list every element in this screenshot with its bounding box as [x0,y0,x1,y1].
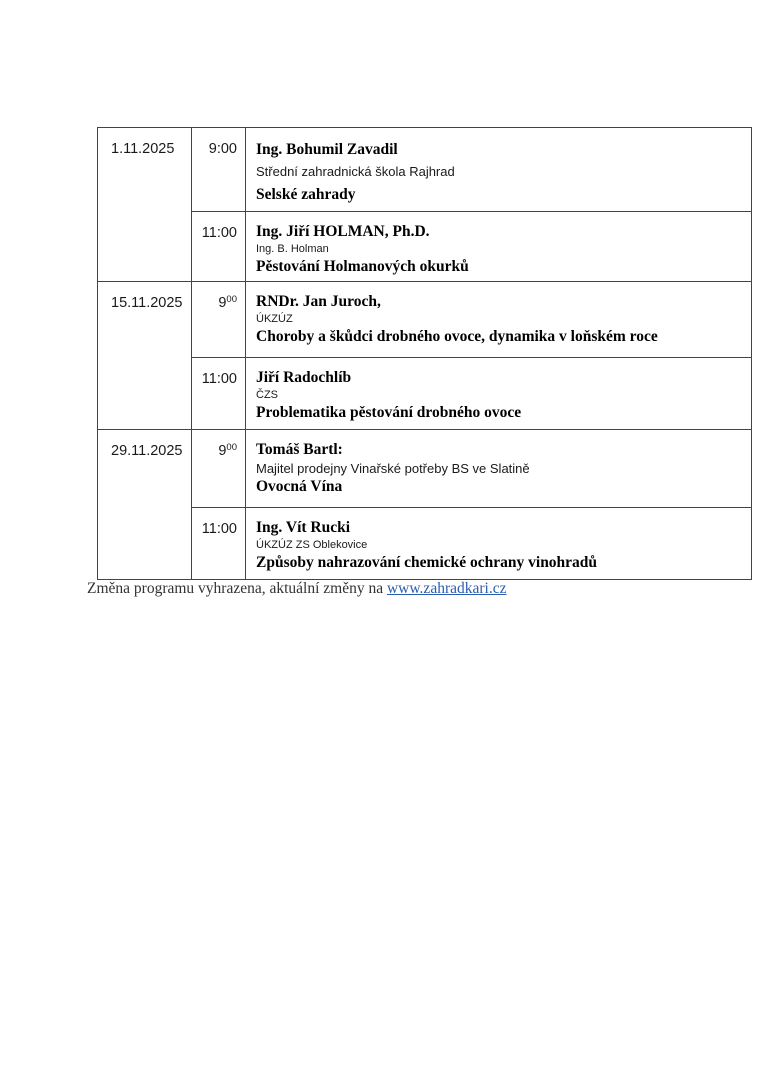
lecture-topic: Choroby a škůdci drobného ovoce, dynamika v loňském roce [256,328,658,345]
speaker-affiliation: ČZS [256,389,278,401]
event-time [192,430,246,507]
event-row [192,282,751,357]
event-row [192,430,751,507]
time-text: 9:00 [208,141,237,157]
date-group [98,128,751,281]
date-group-events [192,430,751,579]
time-text: 11:00 [201,225,237,241]
date-group-events [192,282,751,429]
event-details [246,508,751,579]
speaker-name: Jiří Radochlíb [256,369,352,386]
event-row [192,507,751,579]
time-superscript: 00 [226,294,237,305]
time-text: 11:00 [201,371,237,387]
event-time [192,128,246,211]
event-time [192,508,246,579]
speaker-name: Tomáš Bartl: [256,441,343,458]
event-time [192,282,246,357]
time-text: 9 [218,443,227,459]
lecture-topic: Způsoby nahrazování chemické ochrany vinohradů [256,554,598,571]
lecture-schedule-table [97,127,752,580]
event-details [246,128,751,211]
time-text: 9 [218,295,227,311]
lecture-topic: Selské zahrady [256,186,356,203]
time-text: 11:00 [201,521,237,537]
speaker-name: RNDr. Jan Juroch, [256,293,381,310]
speaker-affiliation: Střední zahradnická škola Rajhrad [256,164,455,179]
lecture-topic: Problematika pěstování drobného ovoce [256,404,522,421]
event-details [246,430,751,507]
event-details [246,358,751,429]
date-group-events [192,128,751,281]
event-time [192,212,246,281]
speaker-name: Ing. Jiří HOLMAN, Ph.D. [256,223,430,240]
time-superscript: 00 [226,442,237,453]
date-group [98,281,751,429]
footer-link[interactable]: www.zahradkari.cz [386,580,507,597]
event-row [192,128,751,211]
speaker-affiliation: Ing. B. Holman [256,243,329,255]
event-date: 15.11.2025 [98,282,192,429]
event-row [192,211,751,281]
program-change-note [87,580,506,598]
event-details [246,282,751,357]
speaker-affiliation: ÚKZÚZ ZS Oblekovice [256,539,368,551]
event-date: 29.11.2025 [98,430,192,579]
lecture-topic: Ovocná Vína [256,478,343,495]
event-date: 1.11.2025 [98,128,192,281]
date-group [98,429,751,579]
note-text: Změna programu vyhrazena, aktuální změny na [87,580,384,597]
lecture-topic: Pěstování Holmanových okurků [256,258,469,275]
event-time [192,358,246,429]
speaker-affiliation: ÚKZÚZ [256,313,293,325]
event-details [246,212,751,281]
speaker-name: Ing. Vít Rucki [256,519,351,536]
speaker-affiliation: Majitel prodejny Vinařské potřeby BS ve Slatině [256,461,530,476]
event-row [192,357,751,429]
speaker-name: Ing. Bohumil Zavadil [256,141,398,158]
